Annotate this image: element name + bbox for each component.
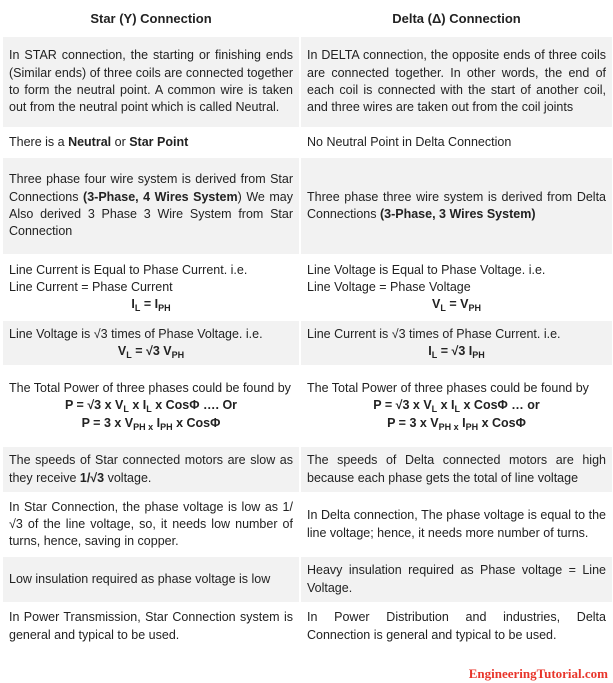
star-cell: There is a Neutral or Star Point [3,129,299,156]
star-cell: The speeds of Star connected motors are slow as they receive 1/√3 voltage. [3,447,299,492]
star-cell: Line Voltage is √3 times of Phase Voltage. i.e. $V_L = √3$ $V_{PH}$ [3,321,299,365]
table-row [3,321,612,365]
delta-cell: Heavy insulation required as Phase voltage = Line Voltage. [301,557,612,602]
table-row [3,37,612,127]
table-row [3,367,612,445]
star-cell: Three phase four wire system is derived from Star Connections (3-Phase, 4 Wires System) We may Also derived 3 Phase 3 Wire System from Star Connection [3,158,299,254]
table-row [3,256,612,319]
delta-cell: Line Voltage is Equal to Phase Voltage. i.e. Line Voltage = Phase Voltage $V_L = V_{PH}$ [301,256,612,319]
star-cell: Line Current is Equal to Phase Current. i.e. Line Current = Phase Current $I_L = I_{PH}$ [3,256,299,319]
table-row [3,129,612,156]
delta-cell: No Neutral Point in Delta Connection [301,129,612,156]
delta-cell: The speeds of Delta connected motors are high because each phase gets the total of line voltage [301,447,612,492]
formula: P = √3 x $V_L$ x $I_L$ x CosΦ …. Or [64,398,238,415]
formula: P = 3 x $V_{PH x}$ $I_{PH}$ x CosΦ [387,415,526,432]
star-cell: The Total Power of three phases could be found by P = √3 x $V_L$ x $I_L$ x CosΦ …. Or P = 3 x $V_{PH x}$ $I_{PH}$ x CosΦ [3,367,299,445]
table-row [3,557,612,602]
table-row [3,494,612,555]
star-cell: In Power Transmission, Star Connection system is general and typical to be used. [3,604,299,649]
star-cell: In STAR connection, the starting or finishing ends (Similar ends) of three coils are connected together to form the neutral point. A common wire is taken out from the neutral point which is called Neutral. [3,37,299,127]
watermark: EngineeringTutorial.com [468,666,608,681]
delta-cell: Line Current is √3 times of Phase Current. i.e. $I_L = √3$ $I_{PH}$ [301,321,612,365]
formula: $I_L = I_{PH}$ [131,297,171,314]
delta-cell: In DELTA connection, the opposite ends of three coils are connected together. In other words, the end of each coil is connected with the start of another coil, and three wires are taken out from the coil joints [301,37,612,127]
formula: $I_L = √3$ $I_{PH}$ [428,344,485,360]
formula: P = √3 x $V_L$ x $I_L$ x CosΦ … or [373,398,540,415]
delta-cell: In Power Distribution and industries, Delta Connection is general and typical to be used. [301,604,612,649]
formula: $V_L = √3$ $V_{PH}$ [117,344,185,360]
delta-column-header: Delta (Δ) Connection [301,2,612,35]
star-cell: Low insulation required as phase voltage is low [3,557,299,602]
table-row [3,604,612,649]
comparison-table [1,0,613,651]
star-column-header: Star (Y) Connection [3,2,299,35]
header-row [3,2,612,35]
formula: $V_L = V_{PH}$ [432,297,481,314]
delta-cell: In Delta connection, The phase voltage is equal to the line voltage; hence, it needs more number of turns. [301,494,612,555]
formula: P = 3 x $V_{PH x}$ $I_{PH}$ x CosΦ [81,415,221,432]
table-row [3,447,612,492]
delta-cell: The Total Power of three phases could be found by P = √3 x $V_L$ x $I_L$ x CosΦ … or P = 3 x $V_{PH x}$ $I_{PH}$ x CosΦ [301,367,612,445]
delta-cell: Three phase three wire system is derived from Delta Connections (3-Phase, 3 Wires System) [301,158,612,254]
star-cell: In Star Connection, the phase voltage is low as 1/√3 of the line voltage, so, it needs low number of turns, hence, saving in copper. [3,494,299,555]
table-row [3,158,612,254]
